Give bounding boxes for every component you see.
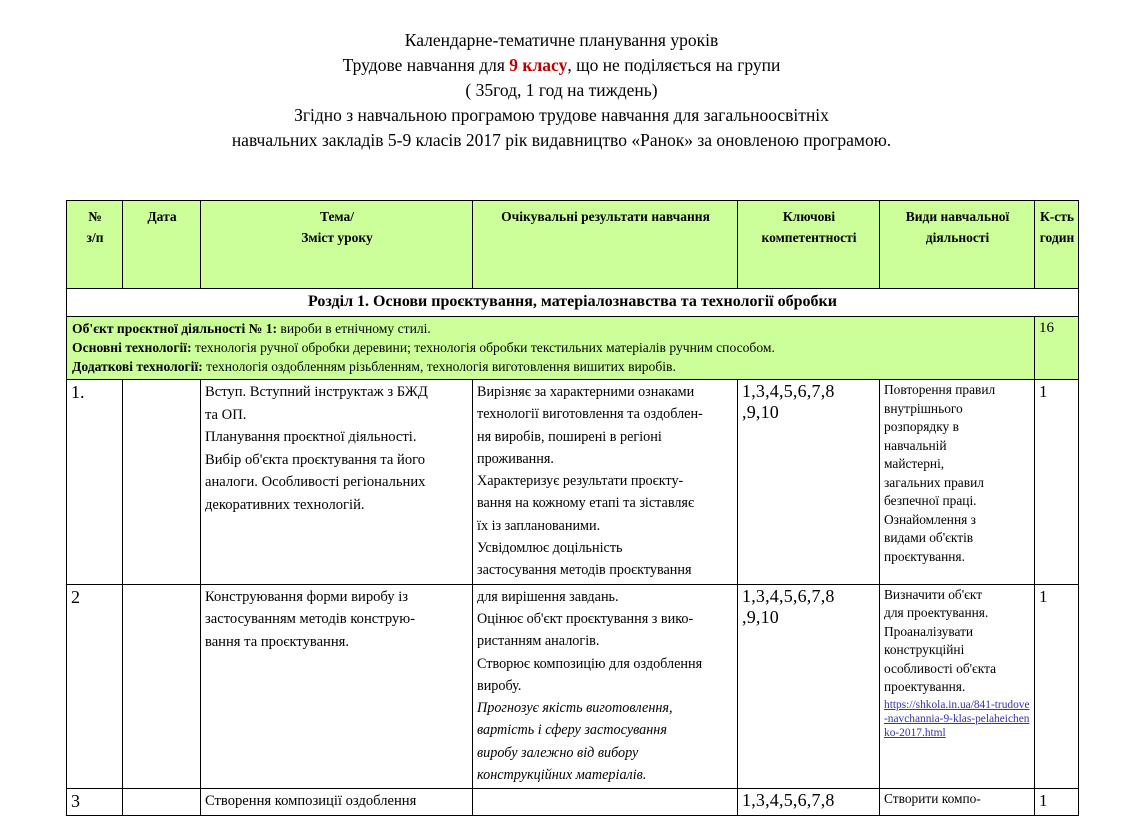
row-number: 1.	[67, 380, 123, 585]
col-header-hours-l1: К-сть	[1039, 209, 1075, 224]
activities-reference-link[interactable]: https://shkola.in.ua/841-trudove-navchannia-9-klas-pelaheichenko-2017.html	[884, 698, 1030, 739]
col-header-competencies	[738, 201, 880, 289]
table-row[interactable]	[67, 789, 1079, 816]
title-line-1: Календарне-тематичне планування уроків	[404, 30, 719, 50]
row-hours: 1	[1035, 380, 1079, 585]
row-theme: Створення композиції оздоблення	[201, 789, 473, 816]
object-block-cell	[67, 317, 1035, 380]
object-line-3	[72, 357, 1030, 376]
section-title: Розділ 1. Основи проєктування, матеріалознавства та технології обробки	[67, 289, 1079, 317]
row-expected-results	[473, 789, 738, 816]
object-line-1	[72, 319, 1030, 338]
title-line-5: навчальних закладів 5-9 класів 2017 рік видавництво «Ранок» за оновленою програмою.	[231, 130, 892, 150]
col-header-number-l1: №	[88, 209, 102, 224]
col-header-results: Очікувальні результати навчання	[473, 201, 738, 289]
table-row[interactable]	[67, 380, 1079, 585]
lesson-plan-table-wrapper	[66, 200, 1078, 816]
col-header-activities-l2: діяльності	[925, 230, 990, 245]
col-header-competencies-l2: компетентності	[761, 230, 857, 245]
row-theme: Конструювання форми виробу із застосуванням методів конструю- вання та проєктування.	[201, 584, 473, 789]
section-title-row	[67, 289, 1079, 317]
object-line-2-text: технологія ручної обробки деревини; технологія обробки текстильних матеріалів ручним способом.	[191, 340, 775, 355]
object-line-2-label: Основні технології:	[72, 340, 192, 355]
row-activities: Визначити об'єкт для проектування. Проаналізувати конструкційні особливості об'єкта проектування. https://shkola.in.ua/841-trudove-navchannia-9-klas-pelaheichenko-2017.html	[880, 584, 1035, 789]
row-expected-results: Вирізняє за характерними ознаками технології виготовлення та оздоблен- ня виробів, поширені в регіоні проживання. Характеризує результати проєкту- вання на кожному етапі та зіставляє їх із запланованими. Усвідомлює доцільність застосування методів проєктування	[473, 380, 738, 585]
table-row[interactable]	[67, 584, 1079, 789]
row-competencies: 1,3,4,5,6,7,8 ,9,10	[738, 584, 880, 789]
row-date[interactable]	[123, 380, 201, 585]
row-number: 3	[67, 789, 123, 816]
object-line-2	[72, 338, 1030, 357]
row-activities: Створити компо-	[880, 789, 1035, 816]
col-header-activities	[880, 201, 1035, 289]
row-hours: 1	[1035, 789, 1079, 816]
row-theme: Вступ. Вступний інструктаж з БЖД та ОП. Планування проєктної діяльності. Вибір об'єкта проєктування та його аналоги. Особливості регіональних декоративних технологій.	[201, 380, 473, 585]
title-line-2	[0, 53, 1123, 78]
col-header-date: Дата	[123, 201, 201, 289]
row-date[interactable]	[123, 789, 201, 816]
row-competencies: 1,3,4,5,6,7,8 ,9,10	[738, 380, 880, 585]
row-hours: 1	[1035, 584, 1079, 789]
col-header-number	[67, 201, 123, 289]
object-block-row	[67, 317, 1079, 380]
document-title-block	[0, 0, 1123, 153]
col-header-hours	[1035, 201, 1079, 289]
row-expected-results: для вирішення завдань. Оцінює об'єкт проєктування з вико- ристанням аналогів. Створює композицію для оздоблення виробу. Прогнозує якість виготовлення, вартість і сферу застосування виробу залежно від вибору конструкційних матеріалів.	[473, 584, 738, 789]
col-header-theme-l2: Зміст уроку	[301, 230, 373, 245]
col-header-number-l2: з/п	[86, 230, 104, 245]
col-header-hours-l2: годин	[1039, 230, 1075, 245]
object-block-hours: 16	[1035, 317, 1079, 380]
title-line-3: ( 35год, 1 год на тиждень)	[465, 80, 658, 100]
row-competencies: 1,3,4,5,6,7,8	[738, 789, 880, 816]
col-header-theme	[201, 201, 473, 289]
table-header-row	[67, 201, 1079, 289]
title-line-2-post: , що не поділяється на групи	[567, 55, 781, 75]
col-header-activities-l1: Види навчальної	[905, 209, 1010, 224]
title-line-2-pre: Трудове навчання для	[342, 55, 510, 75]
object-line-3-label: Додаткові технології:	[72, 359, 203, 374]
title-line-4: Згідно з навчальною програмою трудове навчання для загальноосвітніх	[294, 105, 829, 125]
row-date[interactable]	[123, 584, 201, 789]
object-line-1-text: вироби в етнічному стилі.	[277, 321, 431, 336]
col-header-theme-l1: Тема/	[319, 209, 355, 224]
object-line-1-label: Об'єкт проєктної діяльності № 1:	[72, 321, 278, 336]
row-number: 2	[67, 584, 123, 789]
row-activities: Повторення правил внутрішнього розпорядку в навчальній майстерні, загальних правил безпечної праці. Ознайомлення з видами об'єктів проєктування.	[880, 380, 1035, 585]
grade-accent: 9 класу	[509, 55, 568, 75]
lesson-plan-table	[66, 200, 1079, 816]
col-header-competencies-l1: Ключові	[782, 209, 836, 224]
object-line-3-text: технологія оздобленням різьбленням, технологія виготовлення вишитих виробів.	[202, 359, 676, 374]
